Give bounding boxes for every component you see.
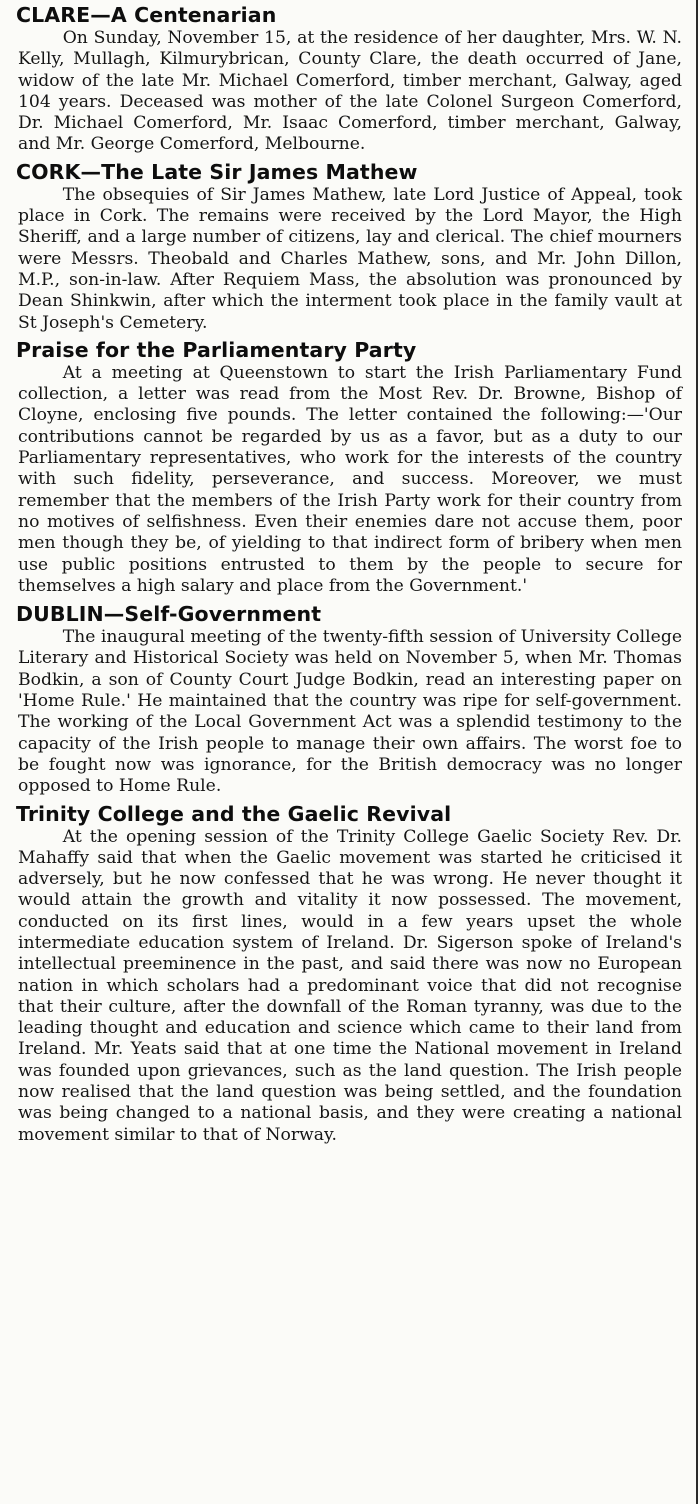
article-body: At the opening session of the Trinity College Gaelic Society Rev. Dr. Mahaffy said that when the Gaelic movement was started he criticised it adversely, but he now confessed that he was wrong. He never thought it would attain the growth and vitality it now possessed. The movement, conducted on its first lines, would in a few years upset the whole intermediate education system of Ireland. Dr. Sigerson spoke of Ireland's intellectual preeminence in the past, and said there was now no European nation in which scholars had a predominant voice that did not recognise that their culture, after the downfall of the Roman tyranny, was due to the leading thought and education and science which came to their land from Ireland. Mr. Yeats said that at one time the National movement in Ireland was founded upon grievances, such as the land question. The Irish people now realised that the land question was being settled, and the foundation was being changed to a national basis, and they were creating a national movement similar to that of Norway. — [18, 826, 682, 1145]
article-trinity-college — [18, 801, 682, 1146]
article-clare — [18, 2, 682, 156]
article-body: The inaugural meeting of the twenty-fifth session of University College Literary and Historical Society was held on November 5, when Mr. Thomas Bodkin, a son of County Court Judge Bodkin, read an interesting paper on 'Home Rule.' He maintained that the country was ripe for self-government. The working of the Local Government Act was a splendid testimony to the capacity of the Irish people to manage their own affairs. The worst foe to be fought now was ignorance, for the British democracy was no longer opposed to Home Rule. — [18, 627, 682, 797]
article-body: The obsequies of Sir James Mathew, late Lord Justice of Appeal, took place in Cork. The remains were received by the Lord Mayor, the High Sheriff, and a large number of citizens, lay and clerical. The chief mourners were Messrs. Theobald and Charles Mathew, sons, and Mr. John Dillon, M.P., son-in-law. After Requiem Mass, the absolution was pronounced by Dean Shinkwin, after which the interment took place in the family vault at St Joseph's Cemetery. — [18, 184, 682, 333]
article-headline: CLARE—A Centenarian — [16, 3, 277, 27]
article-parliamentary-party — [18, 337, 682, 597]
article-headline: CORK—The Late Sir James Mathew — [16, 159, 418, 184]
article-headline: DUBLIN—Self-Government — [16, 602, 322, 627]
article-cork — [18, 159, 682, 334]
article-headline: Praise for the Parliamentary Party — [16, 337, 417, 362]
news-column — [18, 2, 682, 1149]
article-body: At a meeting at Queenstown to start the Irish Parliamentary Fund collection, a letter was read from the Most Rev. Dr. Browne, Bishop of Cloyne, enclosing five pounds. The letter contained the following:—'Our contributions cannot be regarded by us as a favor, but as a duty to our Parliamentary representatives, who work for the interests of the country with such fidelity, perseverance, and success. Moreover, we must remember that the members of the Irish Party work for their country from no motives of selfishness. Even their enemies dare not accuse them, poor men though they be, of yielding to that indirect form of bribery when men use public positions entrusted to them by the people to secure for themselves a high salary and place from the Government.' — [18, 362, 682, 596]
article-headline: Trinity College and the Gaelic Revival — [16, 801, 452, 826]
column-rule — [696, 0, 698, 1504]
article-dublin — [18, 601, 682, 797]
article-body: On Sunday, November 15, at the residence of her daughter, Mrs. W. N. Kelly, Mullagh, Kilmurybrican, County Clare, the death occurred of Jane, widow of the late Mr. Michael Comerford, timber merchant, Galway, aged 104 years. Deceased was mother of the late Colonel Surgeon Comerford, Dr. Michael Comerford, Mr. Isaac Comerford, timber merchant, Galway, and Mr. George Comerford, Melbourne. — [18, 28, 682, 155]
